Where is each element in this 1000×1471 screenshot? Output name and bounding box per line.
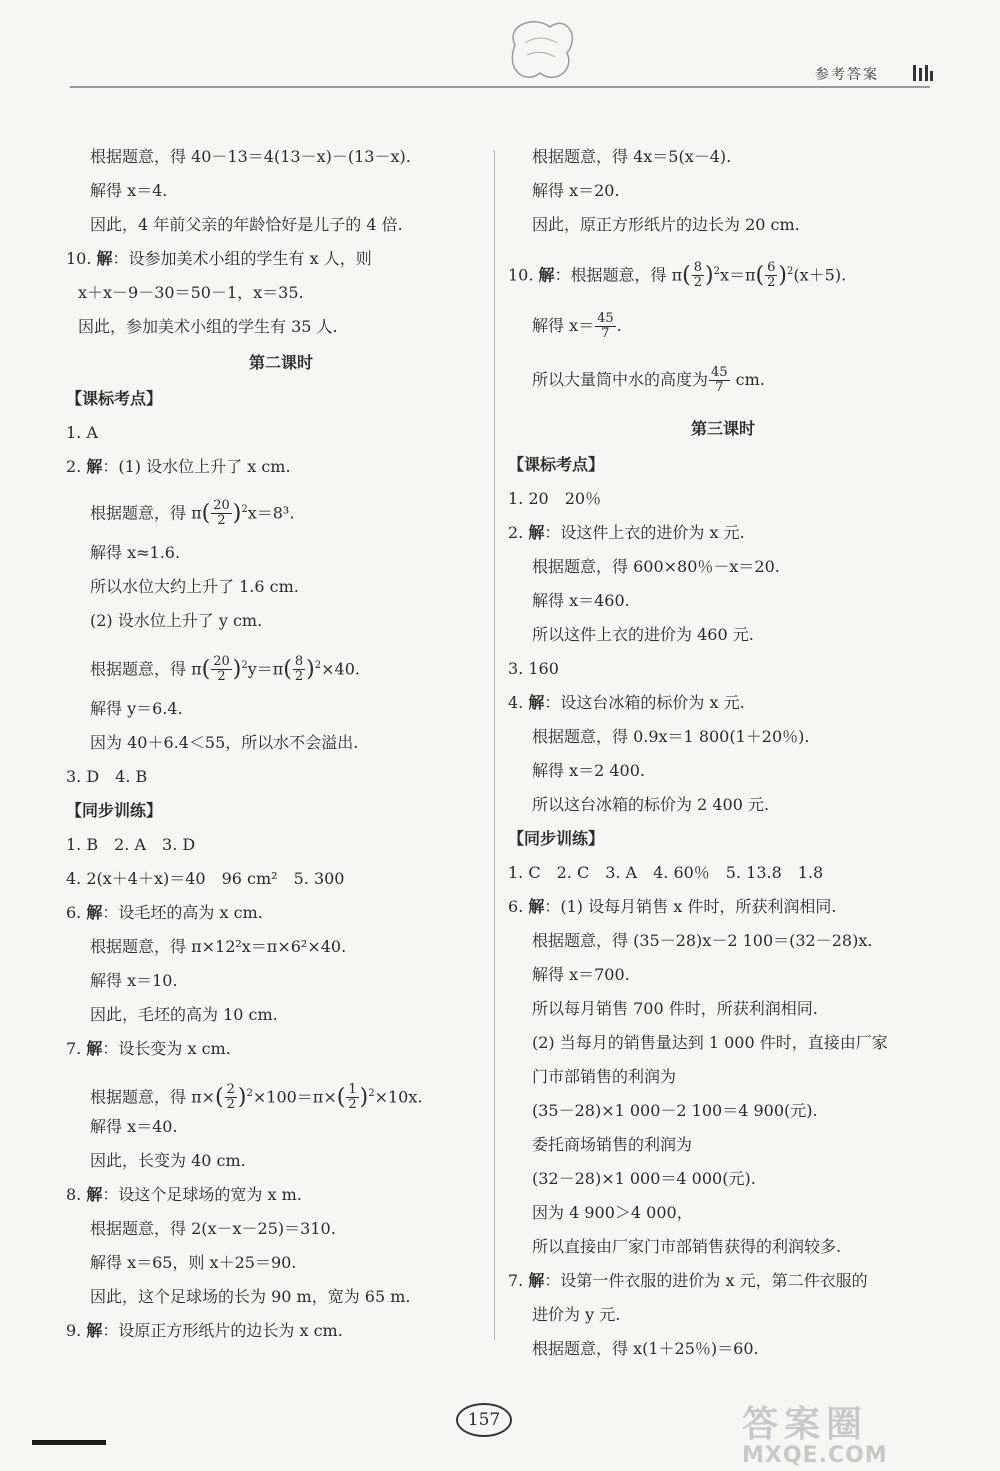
fraction: $\frac{45}{7}$: [597, 311, 614, 341]
fraction: $\frac{6}{2}$: [767, 260, 776, 291]
text-line: (35－28)×1 000－2 100＝4 900(元).: [532, 1101, 818, 1120]
fraction: $\frac{8}{2}$: [294, 654, 304, 685]
text-line: 解得 x＝40.: [90, 1117, 178, 1136]
answer-line: 1. C 2. C 3. A 4. 60％ 5. 13.8 1.8: [508, 863, 824, 882]
text-line: 解得 x＝460.: [532, 591, 630, 610]
text-line: 根据题意，得 x(1＋25％)＝60.: [532, 1339, 759, 1358]
page-number: 157: [456, 1403, 512, 1437]
text-line: 根据题意，得 4x＝5(x－4).: [532, 147, 732, 166]
text-line: 所以直接由厂家门市部销售获得的利润较多.: [532, 1237, 842, 1256]
fraction: $\frac{45}{7}$: [711, 365, 728, 395]
text-line: (2) 设水位上升了 y cm.: [90, 611, 263, 630]
section-title: 第三课时: [690, 419, 755, 438]
fraction: $\frac{2}{2}$: [226, 1082, 235, 1113]
text-line: 委托商场销售的利润为: [532, 1135, 693, 1154]
answer-line: 6. 解：设毛坯的高为 x cm.: [66, 903, 263, 922]
answer-line: 9. 解：设原正方形纸片的边长为 x cm.: [66, 1321, 343, 1340]
equation-line: 根据题意，得 π( $\frac{20}{2}$ )$^2$y＝π( $\frac{8}{2}$ )$^2$×40.: [90, 654, 360, 685]
text-line: 解得 x≈1.6.: [90, 543, 181, 562]
right-column: [508, 0, 948, 1400]
text-line: 根据题意，得 40－13＝4(13－x)－(13－x).: [90, 147, 411, 166]
text-line: 根据题意，得 600×80％－x＝20.: [532, 557, 780, 576]
fraction: $\frac{20}{2}$: [213, 654, 230, 685]
text-line: x＋x－9－30＝50－1，x＝35.: [78, 283, 304, 302]
header-title: 参考答案: [815, 67, 879, 83]
section-heading: 【同步训练】: [508, 829, 605, 848]
answer-line: 2. 解：设这件上衣的进价为 x 元.: [508, 523, 745, 542]
equation-line: 10. 解：根据题意，得 π( $\frac{8}{2}$ )$^2$x＝π( $\frac{6}{2}$ )$^2$(x＋5).: [508, 260, 847, 291]
fraction: $\frac{20}{2}$: [213, 498, 230, 529]
equation-line: 根据题意，得 π( $\frac{20}{2}$ )$^2$x＝8³.: [90, 498, 295, 529]
text-line: 解得 x＝2 400.: [532, 761, 646, 780]
answer-line: 4. 2(x＋4＋x)＝40 96 cm² 5. 300: [66, 869, 345, 888]
text-line: 因此，这个足球场的长为 90 m，宽为 65 m.: [90, 1287, 411, 1306]
site-watermark: [742, 1405, 982, 1467]
question-10: 10. 解：设参加美术小组的学生有 x 人，则: [66, 249, 372, 268]
text-line: 因为 40＋6.4＜55，所以水不会溢出.: [90, 733, 359, 752]
text-line: 解得 x＝65，则 x＋25＝90.: [90, 1253, 297, 1272]
text-line: 所以这台冰箱的标价为 2 400 元.: [532, 795, 770, 814]
answer-line: 7. 解：设第一件衣服的进价为 x 元，第二件衣服的: [508, 1271, 868, 1290]
fraction: $\frac{1}{2}$: [348, 1082, 357, 1113]
text-line: 因此，参加美术小组的学生有 35 人.: [78, 317, 338, 336]
answer-line: 1. B 2. A 3. D: [66, 835, 196, 854]
answer-line: 3. 160: [508, 659, 559, 678]
answer-line: 6. 解：(1) 设每月销售 x 件时，所获利润相同.: [508, 897, 837, 916]
text-line: 所以这件上衣的进价为 460 元.: [532, 625, 754, 644]
text-line: 进价为 y 元.: [532, 1305, 621, 1324]
answer-line: 8. 解：设这个足球场的宽为 x m.: [66, 1185, 302, 1204]
section-heading: 【课标考点】: [508, 455, 605, 474]
text-line: 因此，毛坯的高为 10 cm.: [90, 1005, 278, 1024]
text-line: 解得 x＝10.: [90, 971, 178, 990]
text-line: 解得 y＝6.4.: [90, 699, 183, 718]
answer-line: 3. D 4. B: [66, 767, 148, 786]
text-line: 因此，4 年前父亲的年龄恰好是儿子的 4 倍.: [90, 215, 403, 234]
left-column: [66, 0, 506, 1400]
section-heading: 【课标考点】: [66, 389, 163, 408]
text-line: 因此，原正方形纸片的边长为 20 cm.: [532, 215, 800, 234]
section-heading: 【同步训练】: [66, 801, 163, 820]
text-line: 因为 4 900＞4 000，: [532, 1203, 693, 1222]
fraction: $\frac{8}{2}$: [693, 260, 703, 291]
text-line: 解得 x＝700.: [532, 965, 630, 984]
equation-line: 根据题意，得 π×( $\frac{2}{2}$ )$^2$×100＝π×( $\frac{1}{2}$ )$^2$×10x.: [90, 1082, 423, 1113]
text-line: 根据题意，得 2(x－x－25)＝310.: [90, 1219, 336, 1238]
text-line: 根据题意，得 0.9x＝1 800(1＋20％).: [532, 727, 810, 746]
answer-line: 2. 解：(1) 设水位上升了 x cm.: [66, 457, 291, 476]
watermark-url: MXQE.COM: [742, 1443, 888, 1468]
equation-line: 解得 x＝ $\frac{45}{7}$ .: [532, 311, 622, 341]
watermark-text: 答案圈: [742, 1404, 869, 1445]
equation-line: 所以大量筒中水的高度为 $\frac{45}{7}$ cm.: [532, 365, 765, 395]
text-line: 门市部销售的利润为: [532, 1067, 677, 1086]
text-line: (2) 当每月的销售量达到 1 000 件时，直接由厂家: [532, 1033, 888, 1052]
text-line: 根据题意，得 (35－28)x－2 100＝(32－28)x.: [532, 931, 873, 950]
answer-line: 7. 解：设长变为 x cm.: [66, 1039, 231, 1058]
text-line: 解得 x＝20.: [532, 181, 620, 200]
text-line: 所以水位大约上升了 1.6 cm.: [90, 577, 299, 596]
footer-bar: [32, 1440, 106, 1445]
answer-line: 1. A: [66, 423, 98, 442]
text-line: 因此，长变为 40 cm.: [90, 1151, 246, 1170]
text-line: (32－28)×1 000＝4 000(元).: [532, 1169, 756, 1188]
text-line: 解得 x＝4.: [90, 181, 168, 200]
answer-line: 1. 20 20％: [508, 489, 602, 508]
section-title: 第二课时: [248, 353, 313, 372]
answer-line: 4. 解：设这台冰箱的标价为 x 元.: [508, 693, 745, 712]
text-line: 所以每月销售 700 件时，所获利润相同.: [532, 999, 818, 1018]
text-line: 根据题意，得 π×12²x＝π×6²×40.: [90, 937, 347, 956]
